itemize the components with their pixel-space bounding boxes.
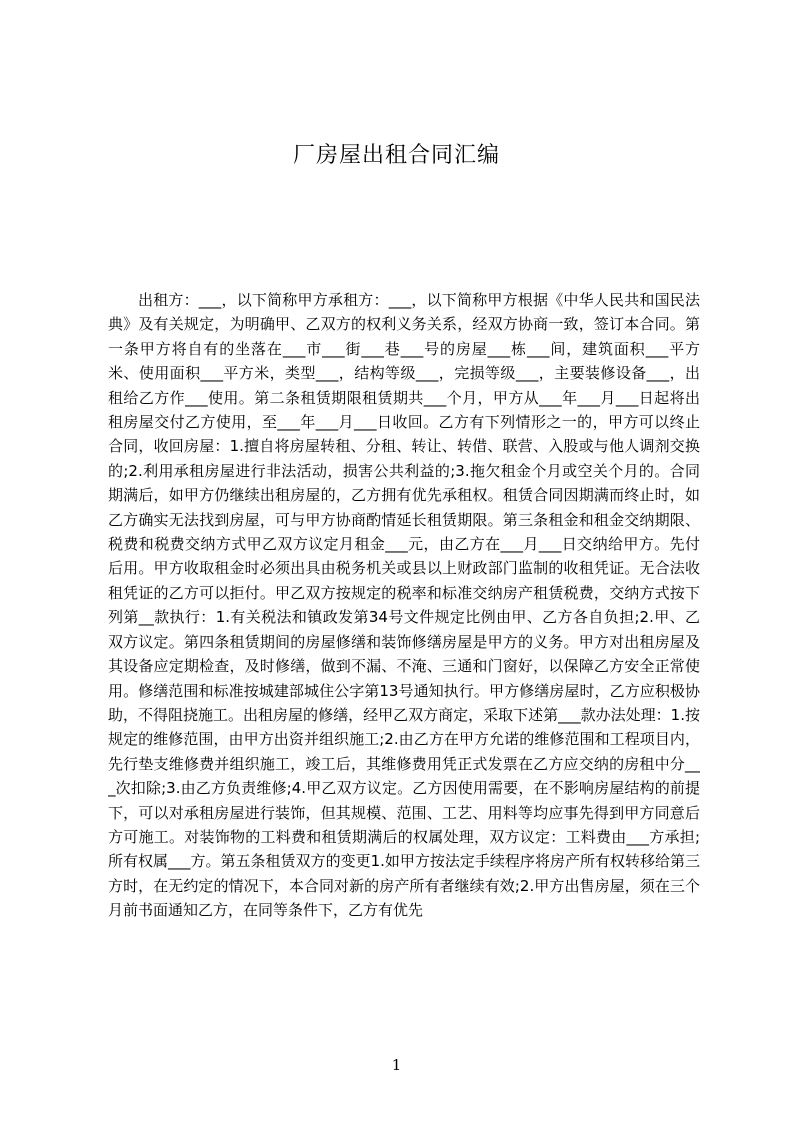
document-body-paragraph: 出租方：___，以下简称甲方承租方：___，以下简称甲方根据《中华人民共和国民法典》及有关规定，为明确甲、乙双方的权利义务关系，经双方协商一致，签订本合同。第一条甲方将自有的坐落在___市___街___巷___号的房屋___栋___间，建筑面积___平方米、使用面积___平方米，类型___，结构等级___，完损等级___，主要装修设备___，出租给乙方作___使用。第二条租赁期限租赁期共___个月，甲方从___年___月___日起将出租房屋交付乙方使用，至___年___月___日收回。乙方有下列情形之一的，甲方可以终止合同，收回房屋：1.擅自将房屋转租、分租、转让、转借、联营、入股或与他人调剂交换的;2.利用承租房屋进行非法活动，损害公共利益的;3.拖欠租金个月或空关个月的。合同期满后，如甲方仍继续出租房屋的，乙方拥有优先承租权。租赁合同因期满而终止时，如乙方确实无法找到房屋，可与甲方协商酌情延长租赁期限。第三条租金和租金交纳期限、税费和税费交纳方式甲乙双方议定月租金___元，由乙方在___月___日交纳给甲方。先付后用。甲方收取租金时必须出具由税务机关或县以上财政部门监制的收租凭证。无合法收租凭证的乙方可以拒付。甲乙双方按规定的税率和标准交纳房产租赁税费，交纳方式按下列第__款执行：1.有关税法和镇政发第34号文件规定比例由甲、乙方各自负担;2.甲、乙双方议定。第四条租赁期间的房屋修缮和装饰修缮房屋是甲方的义务。甲方对出租房屋及其设备应定期检查，及时修缮，做到不漏、不淹、三通和门窗好，以保障乙方安全正常使用。修缮范围和标准按城建部城住公字第13号通知执行。甲方修缮房屋时，乙方应积极协助，不得阻挠施工。出租房屋的修缮，经甲乙双方商定，采取下述第___款办法处理：1.按规定的维修范围，由甲方出资并组织施工;2.由乙方在甲方允诺的维修范围和工程项目内，先行垫支维修费并组织施工，竣工后，其维修费用凭正式发票在乙方应交纳的房租中分___次扣除;3.由乙方负责维修;4.甲乙双方议定。乙方因使用需要，在不影响房屋结构的前提下，可以对承租房屋进行装饰，但其规模、范围、工艺、用料等均应事先得到甲方同意后方可施工。对装饰物的工料费和租赁期满后的权属处理，双方议定：工料费由___方承担;所有权属___方。第五条租赁双方的变更1.如甲方按法定手续程序将房产所有权转移给第三方时，在无约定的情况下，本合同对新的房产所有者继续有效;2.甲方出售房屋，须在三个月前书面通知乙方，在同等条件下，乙方有优先 [108,291,700,920]
document-title: 厂房屋出租合同汇编 [292,143,500,168]
page-number: 1 [391,1056,402,1074]
